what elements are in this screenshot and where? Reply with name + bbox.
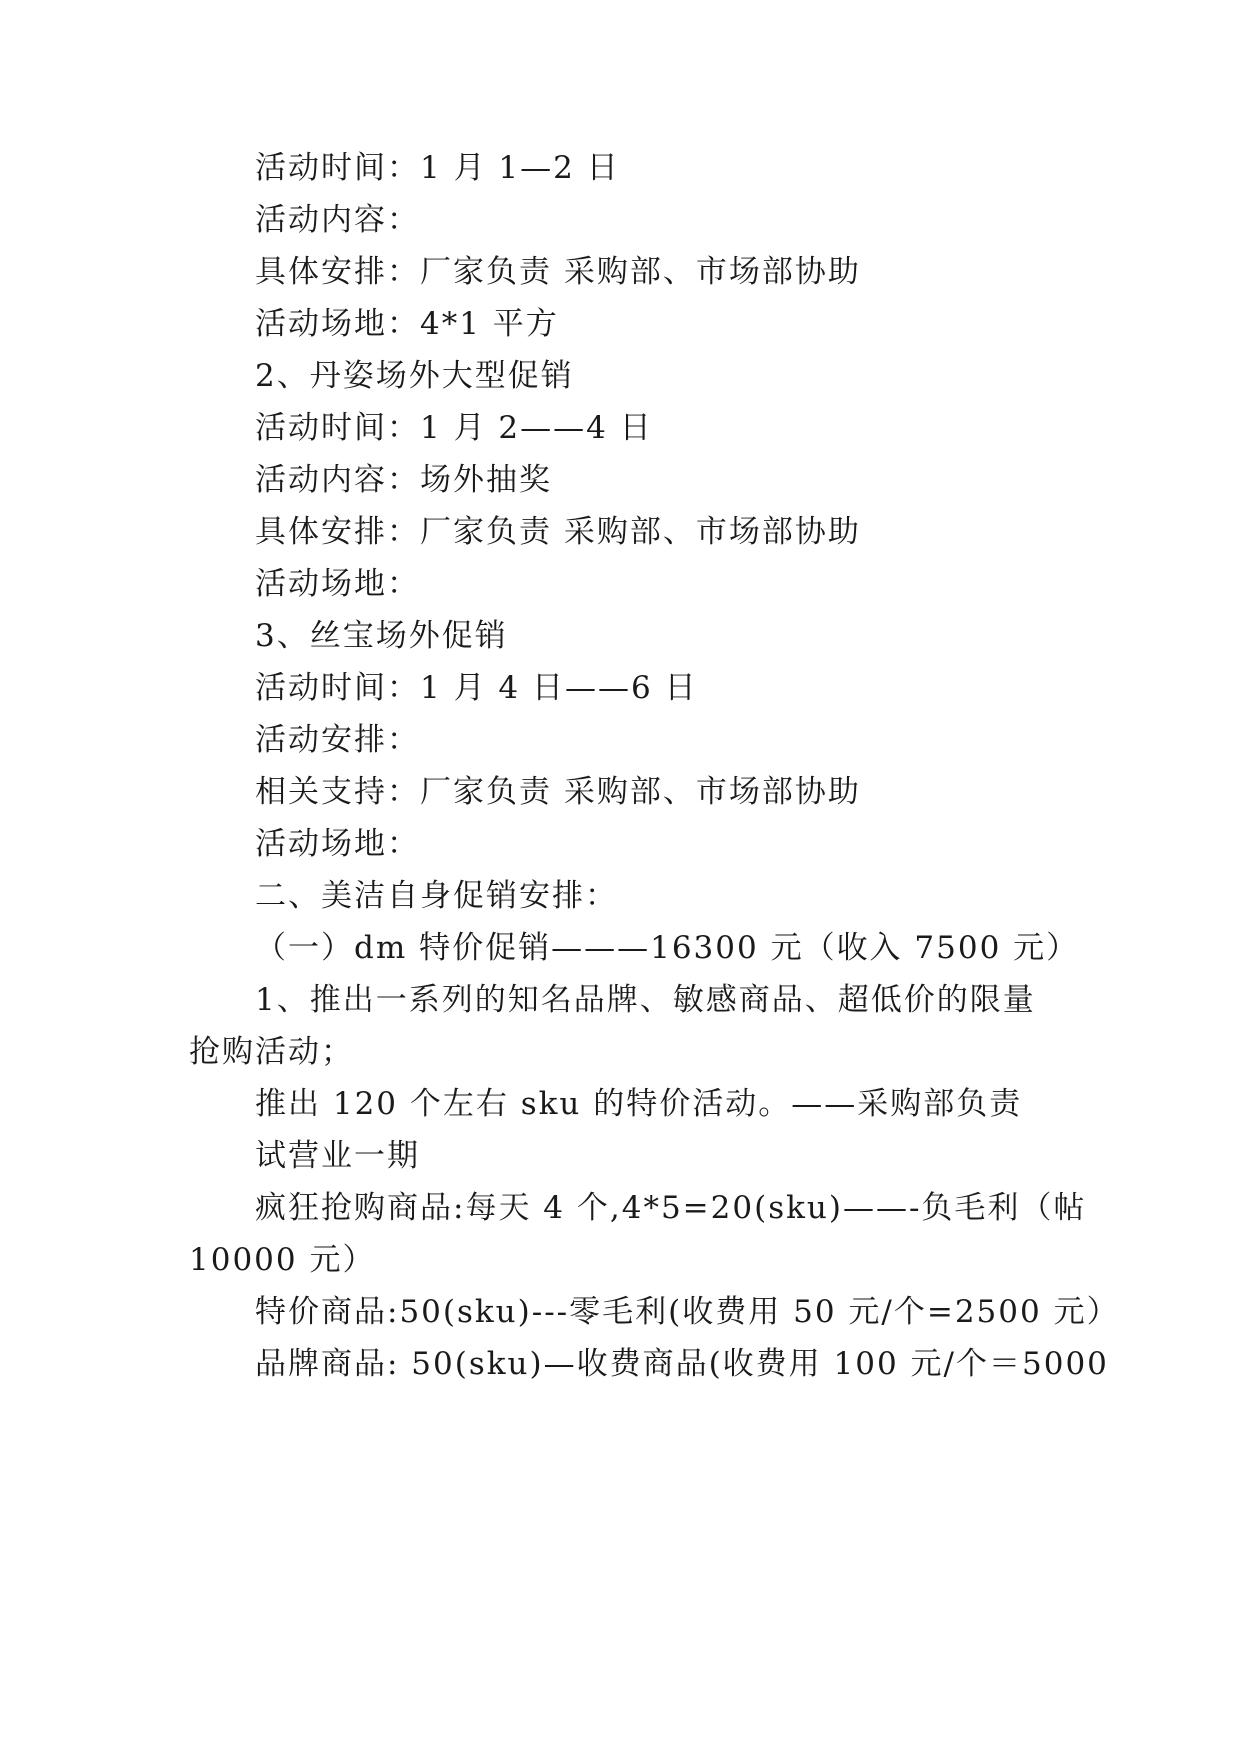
text-line: 品牌商品: 50(sku)—收费商品(收费用 100 元/个＝5000 (255, 1346, 1109, 1382)
text-line: 2、丹姿场外大型促销 (255, 358, 574, 394)
text-line: 特价商品:50(sku)---零毛利(收费用 50 元/个=2500 元） (255, 1294, 1120, 1330)
text-line: 抢购活动； (189, 1034, 354, 1070)
text-line: 活动时间：1 月 1—2 日 (255, 150, 620, 186)
text-line: 相关支持：厂家负责 采购部、市场部协助 (255, 774, 861, 810)
subsection-heading: （一）dm 特价促销———16300 元（收入 7500 元） (255, 930, 1080, 966)
text-line: 3、丝宝场外促销 (255, 618, 508, 654)
text-line: 推出 120 个左右 sku 的特价活动。——采购部负责 (255, 1086, 1023, 1122)
text-line: 活动场地：4*1 平方 (255, 306, 559, 342)
text-line: 活动场地： (255, 566, 420, 602)
text-line: 活动安排： (255, 722, 420, 758)
text-line: 具体安排：厂家负责 采购部、市场部协助 (255, 514, 861, 550)
text-line: 活动时间：1 月 4 日——6 日 (255, 670, 698, 706)
text-line: 1、推出一系列的知名品牌、敏感商品、超低价的限量 (255, 982, 1036, 1018)
section-heading: 二、美洁自身促销安排： (255, 878, 618, 914)
text-line: 10000 元） (189, 1242, 376, 1278)
text-line: 活动时间：1 月 2——4 日 (255, 410, 653, 446)
text-line: 试营业一期 (255, 1138, 420, 1174)
text-line: 疯狂抢购商品:每天 4 个,4*5=20(sku)——-负毛利（帖 (255, 1190, 1087, 1226)
text-line: 活动内容： (255, 202, 420, 238)
text-line: 活动场地： (255, 826, 420, 862)
text-line: 具体安排：厂家负责 采购部、市场部协助 (255, 254, 861, 290)
text-line: 活动内容：场外抽奖 (255, 462, 552, 498)
